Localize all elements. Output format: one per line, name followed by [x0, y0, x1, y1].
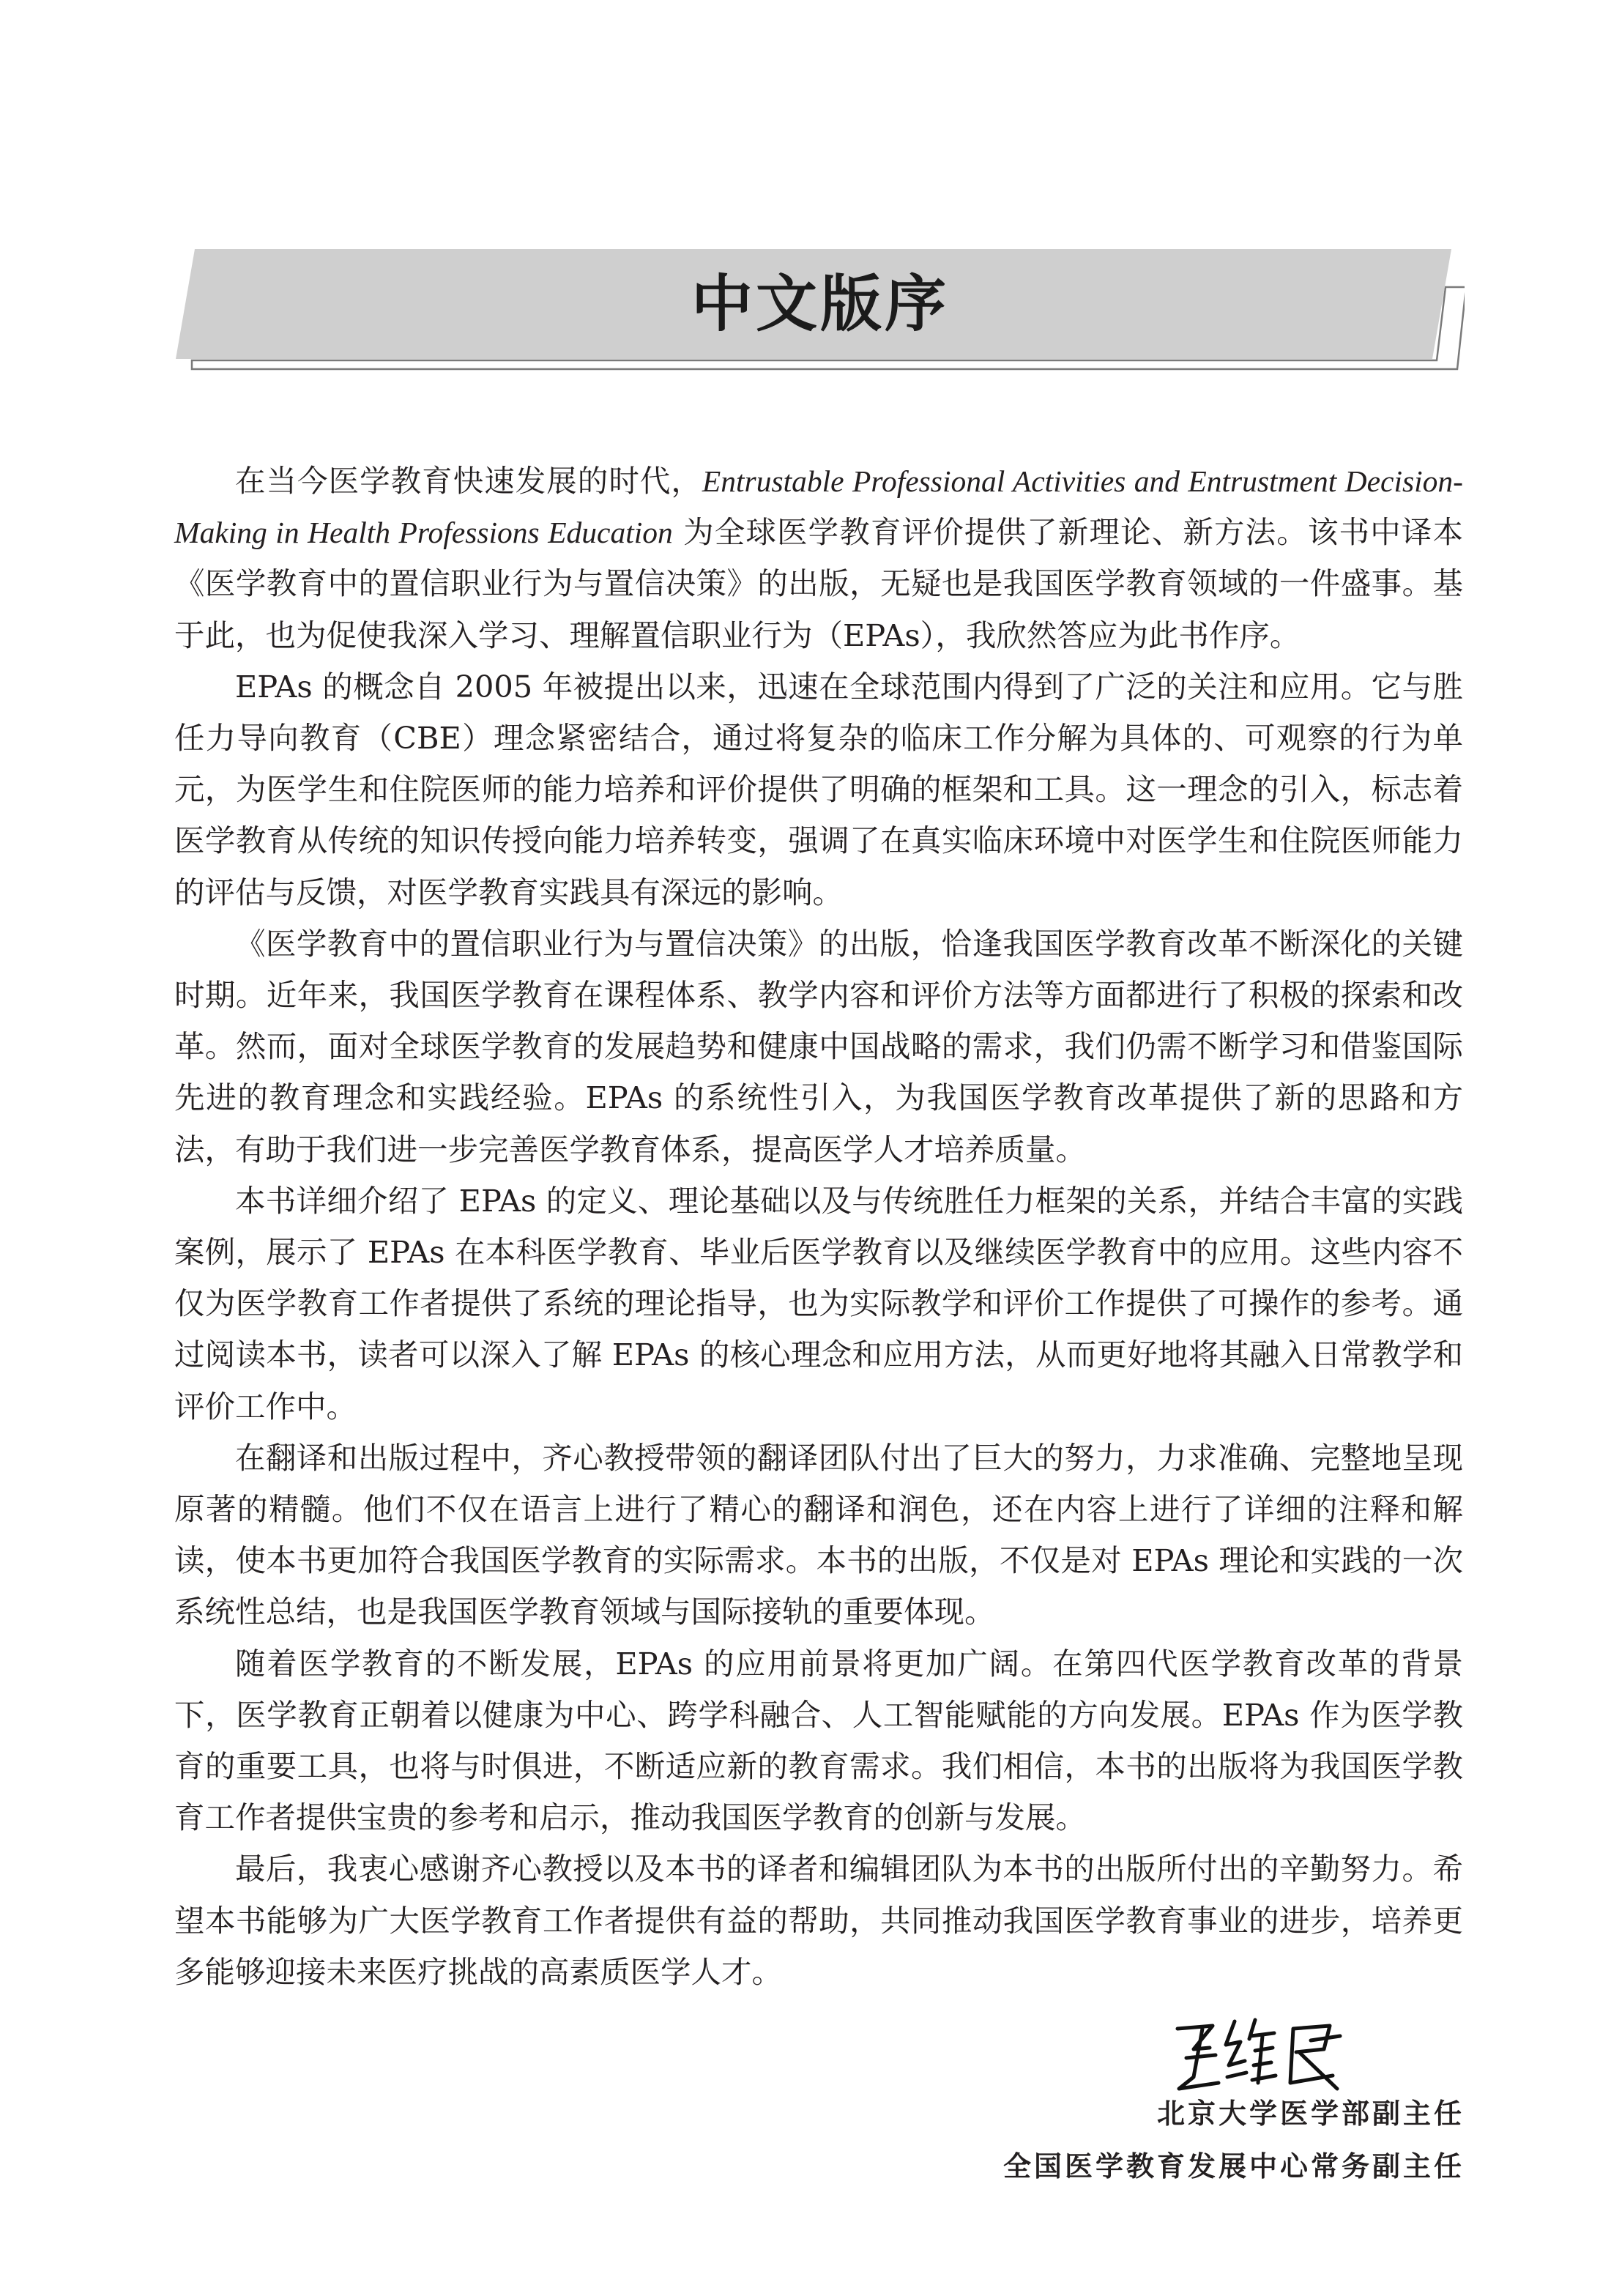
paragraph-6: 随着医学教育的不断发展，EPAs 的应用前景将更加广阔。在第四代医学教育改革的背景下，医学教育正朝着以健康为中心、跨学科融合、人工智能赋能的方向发展。EPAs 作为医学教育的重要工具，也将与时俱进，不断适应新的教育需求。我们相信，本书的出版将为我国医学教育工作者提供宝贵的参考和启示，推动我国医学教育的创新与发展。: [174, 1645, 1463, 1836]
signer-title-1: 北京大学医学部副主任: [1156, 2098, 1465, 2130]
signer-titles: [1003, 2087, 1465, 2193]
paragraph-2: EPAs 的概念自 2005 年被提出以来，迅速在全球范围内得到了广泛的关注和应用。它与胜任力导向教育（CBE）理念紧密结合，通过将复杂的临床工作分解为具体的、可观察的行为单元，为医学生和住院医师的能力培养和评价提供了明确的框架和工具。这一理念的引入，标志着医学教育从传统的知识传授向能力培养转变，强调了在真实临床环境中对医学生和住院医师能力的评估与反馈，对医学教育实践具有深远的影响。: [174, 668, 1463, 910]
title-banner: [176, 249, 1465, 374]
paragraph-1-rest: 为全球医学教育评价提供了新理论、新方法。该书中译本《医学教育中的置信职业行为与置信决策》的出版，无疑也是我国医学教育领域的一件盛事。基于此，也为促使我深入学习、理解置信职业行为（EPAs），我欣然答应为此书作序。: [174, 514, 1463, 653]
paragraph-3: 《医学教育中的置信职业行为与置信决策》的出版，恰逢我国医学教育改革不断深化的关键时期。近年来，我国医学教育在课程体系、教学内容和评价方法等方面都进行了积极的探索和改革。然而，面对全球医学教育的发展趋势和健康中国战略的需求，我们仍需不断学习和借鉴国际先进的教育理念和实践经验。EPAs 的系统性引入，为我国医学教育改革提供了新的思路和方法，有助于我们进一步完善医学教育体系，提高医学人才培养质量。: [174, 925, 1463, 1167]
signer-title-2: 全国医学教育发展中心常务副主任: [1002, 2150, 1465, 2182]
paragraph-7: 最后，我衷心感谢齐心教授以及本书的译者和编辑团队为本书的出版所付出的辛勤努力。希望本书能够为广大医学教育工作者提供有益的帮助，共同推动我国医学教育事业的进步，培养更多能够迎接未来医疗挑战的高素质医学人才。: [174, 1851, 1463, 1990]
paragraph-1-lead: 在当今医学教育快速发展的时代，: [235, 463, 702, 499]
english-book-title: Entrustable Professional Activities and Entrustment Decision-Making in Health Professions Education: [174, 464, 1463, 550]
paragraph-4: 本书详细介绍了 EPAs 的定义、理论基础以及与传统胜任力框架的关系，并结合丰富的实践案例，展示了 EPAs 在本科医学教育、毕业后医学教育以及继续医学教育中的应用。这些内容不仅为医学教育工作者提供了系统的理论指导，也为实际教学和评价工作提供了可操作的参考。通过阅读本书，读者可以深入了解 EPAs 的核心理念和应用方法，从而更好地将其融入日常教学和评价工作中。: [174, 1182, 1463, 1424]
page-title: 中文版序: [691, 268, 949, 340]
preface-body: [174, 456, 1463, 1998]
paragraph-1: [174, 456, 1463, 661]
paragraph-5: 在翻译和出版过程中，齐心教授带领的翻译团队付出了巨大的努力，力求准确、完整地呈现原著的精髓。他们不仅在语言上进行了精心的翻译和润色，还在内容上进行了详细的注释和解读，使本书更加符合我国医学教育的实际需求。本书的出版，不仅是对 EPAs 理论和实践的一次系统性总结，也是我国医学教育领域与国际接轨的重要体现。: [174, 1439, 1463, 1630]
